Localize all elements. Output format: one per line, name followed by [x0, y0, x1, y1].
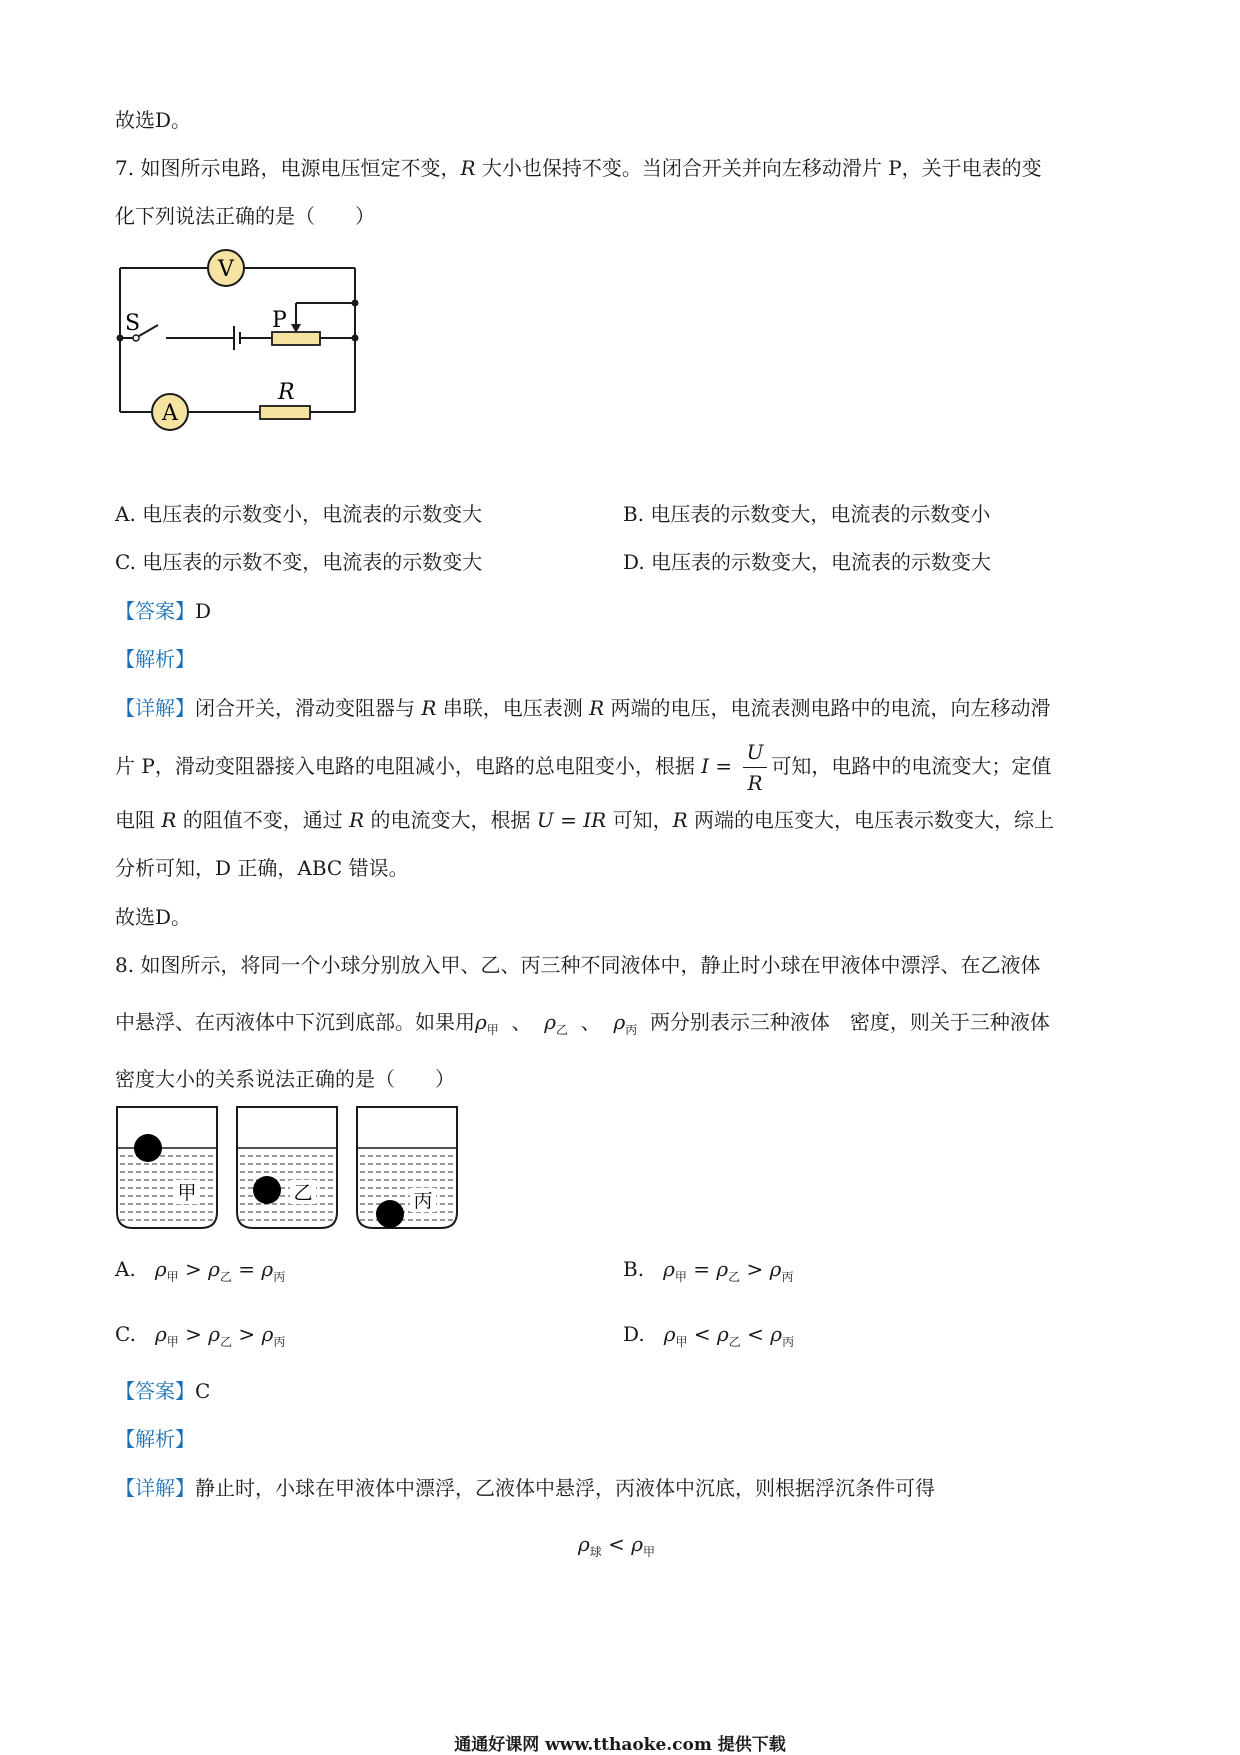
q7-answer: 【答案】D	[115, 599, 212, 623]
resistor-label: R	[278, 380, 295, 405]
q7-option-b: B. 电压表的示数变大，电流表的示数变小	[623, 502, 991, 526]
q8-beakers-diagram	[112, 1104, 472, 1234]
q7-conclusion: 故选D。	[115, 905, 192, 929]
q7-option-d: D. 电压表的示数变大，电流表的示数变大	[623, 550, 992, 574]
q8-stem-line2: 中悬浮、在丙液体中下沉到底部。如果用$\rho_甲$ 、 $\rho_乙$ 、 $\rho_丙$ 两分别表示三种液体 密度，则关于三种液体	[115, 1010, 1050, 1037]
page-footer: 通通好课网 www.tthaoke.com 提供下载	[454, 1735, 786, 1755]
q7-stem-line2: 化下列说法正确的是（ ）	[115, 204, 375, 228]
ball-jia	[134, 1134, 162, 1162]
q8-stem-line1: 8. 如图所示，将同一个小球分别放入甲、乙、丙三种不同液体中，静止时小球在甲液体中漂浮、在乙液体	[115, 953, 1041, 977]
slider-label: P	[272, 308, 287, 333]
q8-answer: 【答案】C	[115, 1379, 211, 1403]
q7-option-c: C. 电压表的示数不变，电流表的示数变大	[115, 550, 483, 574]
label-bing: 丙	[413, 1190, 433, 1212]
resistor-r	[260, 406, 310, 419]
beaker-jia	[117, 1107, 217, 1228]
ohm-fraction: $\frac{U}{R}$	[743, 737, 768, 798]
q7-option-a: A. 电压表的示数变小，电流表的示数变大	[115, 502, 483, 526]
switch-label: S	[125, 311, 141, 336]
q8-stem-line3: 密度大小的关系说法正确的是（ ）	[115, 1067, 455, 1091]
q8-option-b: B. $\rho_甲 = \rho_乙 > \rho_丙$	[623, 1257, 794, 1284]
q8-option-a: A. $\rho_甲 > \rho_乙 = \rho_丙$	[115, 1257, 286, 1284]
q7-detail-line4: 分析可知，D 正确，ABC 错误。	[115, 856, 409, 880]
q7-analysis-heading: 【解析】	[115, 647, 195, 671]
q8-detail-line1: 【详解】静止时，小球在甲液体中漂浮，乙液体中悬浮，丙液体中沉底，则根据浮沉条件可得	[115, 1476, 935, 1500]
q8-equation: $\rho_球 < \rho_甲$	[578, 1532, 656, 1559]
q8-analysis-heading: 【解析】	[115, 1427, 195, 1451]
label-jia: 甲	[177, 1182, 197, 1204]
q6-conclusion: 故选D。	[115, 108, 192, 132]
rheostat	[272, 332, 320, 345]
ball-bing	[376, 1200, 404, 1228]
beaker-yi	[237, 1107, 337, 1228]
q7-detail-line2: 片 P，滑动变阻器接入电路的电阻减小，电路的总电阻变小，根据 I = $\frac{U}{R}$ 可知，电路中的电流变大；定值	[115, 734, 1051, 798]
q7-circuit-diagram	[110, 248, 370, 438]
q7-stem-line1: 7. 如图所示电路，电源电压恒定不变，R 大小也保持不变。当闭合开关并向左移动滑片 P，关于电表的变	[115, 156, 1042, 180]
q7-detail-line3: 电阻 R 的阻值不变，通过 R 的电流变大，根据 U = IR 可知，R 两端的电压变大，电压表示数变大，综上	[115, 808, 1054, 832]
voltmeter-label: V	[218, 257, 234, 282]
ball-yi	[253, 1176, 281, 1204]
q8-option-d: D. $\rho_甲 < \rho_乙 < \rho_丙$	[623, 1322, 795, 1349]
q8-option-c: C. $\rho_甲 > \rho_乙 > \rho_丙$	[115, 1322, 286, 1349]
beaker-bing	[357, 1107, 457, 1228]
label-yi: 乙	[293, 1182, 313, 1204]
ammeter-label: A	[162, 401, 178, 426]
q7-detail-line1: 【详解】闭合开关，滑动变阻器与 R 串联，电压表测 R 两端的电压，电流表测电路中的电流，向左移动滑	[115, 696, 1051, 720]
